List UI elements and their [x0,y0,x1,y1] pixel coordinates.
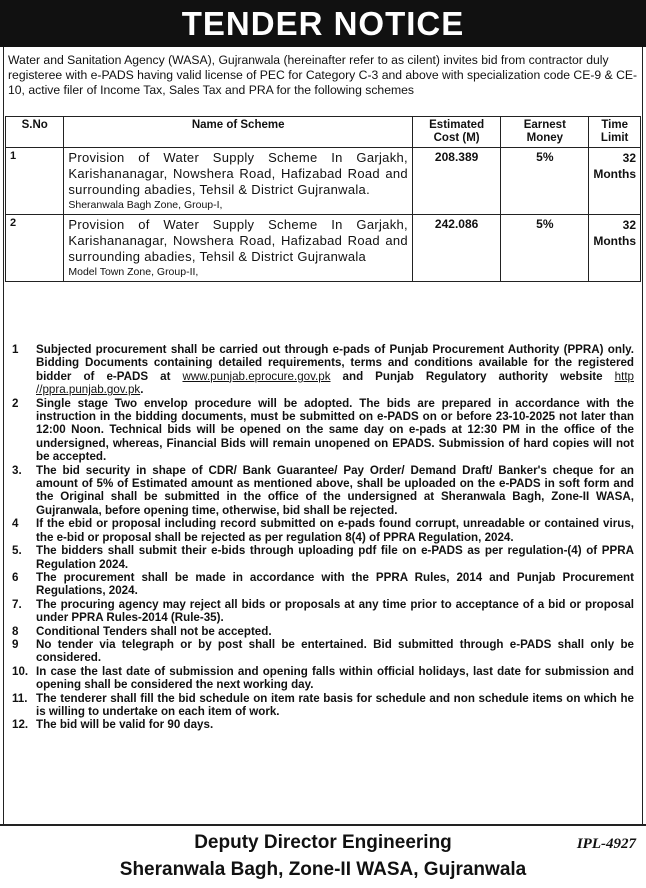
scheme-zone: Sheranwala Bagh Zone, Group-I, [68,199,223,211]
header-estimated-cost: Estimated Cost (M) [412,117,500,148]
notice-title: TENDER NOTICE [181,4,465,42]
condition-text: Single stage Two envelop procedure will be adopted. The bids are prepared in accordance with the instruction in the bidding documents, must be submitted on e-PADS on or before 23-10-2025 not later than 12:00 Noon. Technical bids will be opened on the same day on e-pads at 12:30 PM in the office of the undersigned, whereas, Financial Bids will remain unopened on EPADS. Submission of hard copies will not be accepted. [36,396,634,464]
condition-item [8,638,638,665]
condition-text: The tenderer shall fill the bid schedule on item rate basis for schedule and non schedule items on which he is willing to undertake on each item of work. [36,691,634,718]
condition-item [8,464,638,518]
condition-item [8,544,638,571]
table-row [6,148,641,215]
time-limit-unit: Months [593,234,636,248]
signature-footer [0,824,646,888]
row-earnest-money: 5% [501,215,589,282]
condition-text: The bidders shall submit their e-bids through uploading pdf file on e-PADS as per regulation-(4) of PPRA Regulation 2024. [36,544,634,571]
condition-number: 9 [12,637,19,651]
row-time-limit [589,148,641,215]
condition-item [8,343,638,397]
condition-item [8,397,638,464]
row-time-limit [589,215,641,282]
condition-text-part: . [140,383,144,397]
condition-number: 10. [12,664,29,678]
row-estimated-cost: 242.086 [412,215,500,282]
condition-number: 1 [12,343,19,356]
time-limit-unit: Months [593,167,636,181]
condition-text: The procurement shall be made in accordance with the PPRA Rules, 2014 and Punjab Procurement Regulations, 2024. [36,570,634,598]
condition-text-part: Subjected procurement shall be carried out through e-pads of Punjab Procurement Authority (PPRA) only. Bidding Documents containing detailed requirements, terms and conditions available for the registered bidder of e-PADS at [36,343,634,383]
condition-number: 8 [12,624,19,638]
schemes-table [5,116,641,282]
time-limit-number: 32 [622,218,636,232]
condition-text: Conditional Tenders shall not be accepted. [36,624,272,638]
intro-paragraph: Water and Sanitation Agency (WASA), Gujranwala (hereinafter refer to as cilent) invites bid from contractor duly registeree with e-PADS having valid license of PEC for Category C-3 and above with specialization code CE-9 & CE-10, active filer of Income Tax, Sales Tax and PRA for the following schemes [8,53,638,97]
condition-number: 5. [12,544,22,558]
condition-item [8,598,638,625]
condition-item [8,571,638,598]
condition-text: The bid security in shape of CDR/ Bank Guarantee/ Pay Order/ Demand Draft/ Banker's cheque for an amount of 5% of Estimated amount as mentioned above, shall be uploaded on the e-PADS in soft form and the Original shall be submitted in the office of the undersigned at Sheranwala Bagh, Zone-II WASA, Gujranwala, before opening time, otherwise, bid shall be rejected. [36,463,634,517]
signatory-title: Deputy Director Engineering [194,832,452,853]
condition-item [8,665,638,692]
scheme-zone: Model Town Zone, Group-II, [68,266,199,278]
condition-item [8,517,638,544]
condition-item [8,625,638,638]
row-scheme [64,148,413,215]
table-header-row [6,117,641,148]
row-earnest-money: 5% [501,148,589,215]
condition-number: 4 [12,517,19,531]
header-sno: S.No [6,117,64,148]
header-time-limit: Time Limit [589,117,641,148]
condition-number: 7. [12,597,22,611]
ipl-reference: IPL-4927 [576,836,636,852]
condition-number: 2 [12,396,19,410]
condition-text: The bid will be valid for 90 days. [36,718,214,732]
ppra-link[interactable]: http //ppra.punjab.gov.pk [36,369,634,397]
row-sno: 1 [6,148,64,215]
signatory-office: Sheranwala Bagh, Zone-II WASA, Gujranwala [119,859,527,880]
condition-text: No tender via telegraph or by post shall be entertained. Bid submitted through e-PADS shall only be considered. [36,637,634,665]
table-row [6,215,641,282]
condition-text [36,343,638,397]
eprocure-link[interactable]: www.punjab.eprocure.gov.pk [182,369,331,383]
time-limit-number: 32 [622,151,636,165]
condition-number: 6 [12,570,19,584]
header-earnest-money: Earnest Money [501,117,589,148]
row-estimated-cost: 208.389 [412,148,500,215]
row-sno: 2 [6,215,64,282]
condition-item [8,718,638,731]
condition-number: 3. [12,463,22,477]
conditions-list [8,343,638,732]
scheme-title: Provision of Water Supply Scheme In Garjakh, Karishananagar, Nowshera Road, Hafizabad Road and surrounding abadies, Tehsil & District Gujranwala [68,217,408,264]
condition-number: 12. [12,718,29,732]
condition-item [8,692,638,719]
header-name-of-scheme: Name of Scheme [64,117,413,148]
condition-text: The procuring agency may reject all bids or proposals at any time prior to acceptance of a bid or proposal under PPRA Rules-2014 (Rule-35). [36,597,634,625]
condition-text-part: and Punjab Regulatory authority website [330,369,615,383]
notice-title-banner [0,0,646,47]
row-scheme [64,215,413,282]
condition-number: 11. [12,691,28,705]
condition-text: If the ebid or proposal including record submitted on e-pads found corrupt, unreadable or contained virus, the e-bid or proposal shall be rejected as per regulation 8(4) of PPRA Regulation, 2024. [36,517,634,544]
scheme-title: Provision of Water Supply Scheme In Garjakh, Karishananagar, Nowshera Road, Hafizabad Road and surrounding abadies, Tehsil & District Gujranwala. [68,150,408,197]
condition-text: In case the last date of submission and opening falls within official holidays, last date for submission and opening shall be considered the next working day. [36,664,634,692]
